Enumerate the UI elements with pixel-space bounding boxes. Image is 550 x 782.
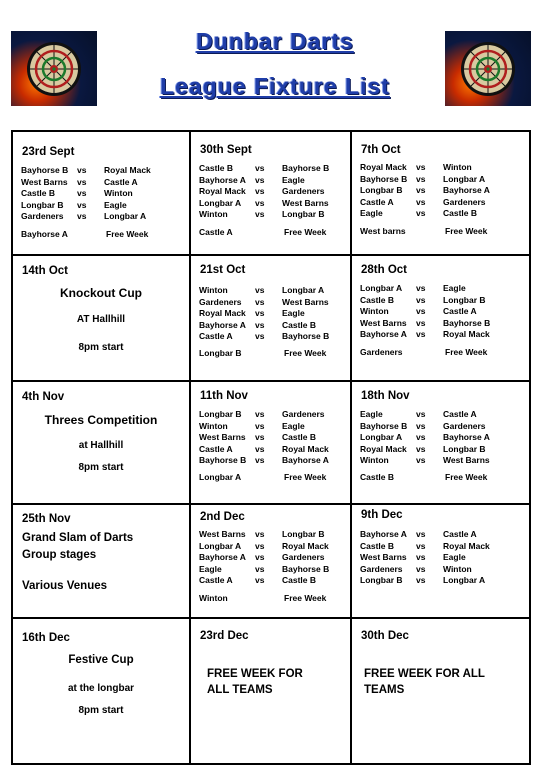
fixture-list	[360, 162, 490, 220]
fixture-grid	[11, 130, 531, 765]
fixture-row: Castle A vs Castle B	[199, 575, 317, 586]
fixture-row: Winton vs West Barns	[360, 455, 490, 466]
fixture-row: Gardeners vs Longbar A	[21, 211, 147, 222]
fixture-row: Winton vs Longbar B	[199, 209, 325, 220]
fixture-row: Eagle vs Castle A	[360, 409, 477, 420]
fixture-row: Castle B vs Longbar B	[360, 294, 486, 305]
week-cell-18-nov	[352, 382, 529, 505]
fixture-row: Longbar A vs Eagle	[360, 283, 466, 294]
free-week-row: Castle B Free Week	[360, 472, 488, 482]
week-date: 30th Sept	[200, 144, 252, 156]
week-cell-28-oct	[352, 256, 529, 382]
fixture-row: Bayhorse B vs Gardeners	[360, 420, 486, 431]
fixture-row: West Barns vs Eagle	[360, 552, 466, 563]
week-date: 21st Oct	[200, 264, 246, 276]
free-week-row: West barns Free Week	[360, 226, 488, 236]
fixture-row: Castle B vs Bayhorse B	[199, 163, 330, 174]
fixture-row: Longbar A vs Bayhorse A	[360, 432, 490, 443]
fixture-row: Bayhorse A vs Eagle	[199, 174, 305, 185]
fixture-row: West Barns vs Castle B	[199, 432, 317, 443]
fixture-list	[360, 283, 490, 341]
fixture-row: Bayhorse A vs Castle B	[199, 319, 317, 330]
fixture-row: Longbar B vs Gardeners	[199, 409, 325, 420]
week-cell-7-oct	[352, 132, 529, 256]
fixture-row: Longbar B vs Bayhorse A	[360, 185, 490, 196]
event-title: Threes Competition	[44, 413, 158, 427]
event-time: 8pm start	[78, 342, 124, 353]
week-date: 2nd Dec	[200, 511, 245, 523]
free-week-note: ALL TEAMS	[207, 684, 273, 696]
fixture-row: Longbar B vs Longbar A	[360, 575, 486, 586]
event-subtitle: Group stages	[22, 549, 97, 561]
page-title: Dunbar Darts	[196, 28, 354, 54]
week-date: 9th Dec	[361, 509, 403, 521]
week-cell-30-dec	[352, 619, 529, 763]
fixture-row: Eagle vs Bayhorse B	[199, 563, 330, 574]
fixture-row: Winton vs Castle A	[360, 306, 477, 317]
fixture-list	[199, 285, 329, 343]
free-week-row: Longbar A Free Week	[199, 472, 327, 482]
week-cell-16-dec	[13, 619, 191, 763]
week-cell-14-oct	[13, 256, 191, 382]
week-cell-30-sept	[191, 132, 352, 256]
fixture-row: Castle A vs Royal Mack	[199, 443, 329, 454]
free-week-row: Longbar B Free Week	[199, 348, 327, 358]
week-date: 28th Oct	[361, 264, 408, 276]
fixture-row: Gardeners vs Winton	[360, 563, 472, 574]
event-venue: at Hallhill	[78, 440, 124, 451]
week-cell-9-dec	[352, 505, 529, 619]
fixture-row: Winton vs Longbar A	[199, 285, 325, 296]
week-date: 7th Oct	[361, 144, 401, 156]
free-week-row: Castle A Free Week	[199, 227, 327, 237]
event-time: 8pm start	[78, 705, 124, 716]
fixture-row: West Barns vs Bayhorse B	[360, 317, 491, 328]
week-date: 30th Dec	[361, 630, 409, 642]
week-cell-11-nov	[191, 382, 352, 505]
fixture-row: Bayhorse B vs Longbar A	[360, 173, 486, 184]
fixture-row: Bayhorse B vs Bayhorse A	[199, 455, 329, 466]
fixture-row: West Barns vs Castle A	[21, 176, 138, 187]
fixture-row: Bayhorse B vs Royal Mack	[21, 165, 151, 176]
fixture-row: Longbar A vs Royal Mack	[199, 540, 329, 551]
fixture-row: Castle A vs Bayhorse B	[199, 331, 330, 342]
week-cell-21-oct	[191, 256, 352, 382]
fixture-list	[21, 165, 151, 223]
fixture-row: West Barns vs Longbar B	[199, 529, 325, 540]
week-date: 23rd Dec	[200, 630, 249, 642]
event-venue: Various Venues	[22, 580, 108, 592]
fixture-row: Gardeners vs West Barns	[199, 296, 329, 307]
fixture-row: Winton vs Eagle	[199, 420, 305, 431]
fixture-list	[199, 529, 329, 587]
fixture-row: Royal Mack vs Winton	[360, 162, 472, 173]
free-week-row: Gardeners Free Week	[360, 347, 488, 357]
fixture-list	[199, 409, 329, 467]
fixture-row: Royal Mack vs Longbar B	[360, 443, 486, 454]
week-date: 23rd Sept	[22, 146, 75, 158]
fixture-row: Castle A vs Gardeners	[360, 196, 486, 207]
fixture-row: Castle B vs Royal Mack	[360, 540, 490, 551]
fixture-row: Castle B vs Winton	[21, 188, 133, 199]
fixture-row: Bayhorse A vs Castle A	[360, 529, 477, 540]
fixture-row: Bayhorse A vs Gardeners	[199, 552, 325, 563]
fixture-list	[199, 163, 329, 221]
free-week-note: FREE WEEK FOR ALL	[364, 668, 485, 680]
event-time: 8pm start	[78, 462, 124, 473]
event-title: Knockout Cup	[60, 286, 142, 300]
week-date: 4th Nov	[22, 391, 65, 403]
week-date: 14th Oct	[22, 265, 69, 277]
event-venue: at the longbar	[67, 683, 135, 694]
week-cell-23-sept	[13, 132, 191, 256]
free-week-row: Bayhorse A Free Week	[21, 229, 149, 239]
event-title: Grand Slam of Darts	[22, 532, 134, 544]
fixture-row: Longbar B vs Eagle	[21, 199, 127, 210]
week-cell-2-dec	[191, 505, 352, 619]
free-week-row: Winton Free Week	[199, 593, 327, 603]
free-week-note: FREE WEEK FOR	[207, 668, 303, 680]
week-cell-25-nov	[13, 505, 191, 619]
fixture-row: Eagle vs Castle B	[360, 208, 478, 219]
fixture-row: Bayhorse A vs Royal Mack	[360, 329, 490, 340]
week-date: 11th Nov	[200, 390, 248, 402]
page-subtitle: League Fixture List	[160, 73, 390, 99]
fixture-row: Royal Mack vs Eagle	[199, 308, 305, 319]
week-date: 25th Nov	[22, 513, 71, 525]
fixture-list	[360, 409, 490, 467]
week-cell-4-nov	[13, 382, 191, 505]
week-date: 18th Nov	[361, 390, 410, 402]
week-cell-23-dec	[191, 619, 352, 763]
week-date: 16th Dec	[22, 632, 70, 644]
fixture-row: Royal Mack vs Gardeners	[199, 186, 325, 197]
free-week-note: TEAMS	[364, 684, 405, 696]
fixture-row: Longbar A vs West Barns	[199, 197, 329, 208]
fixture-list	[360, 529, 490, 587]
event-venue: AT Hallhill	[76, 314, 126, 325]
event-title: Festive Cup	[68, 654, 134, 666]
